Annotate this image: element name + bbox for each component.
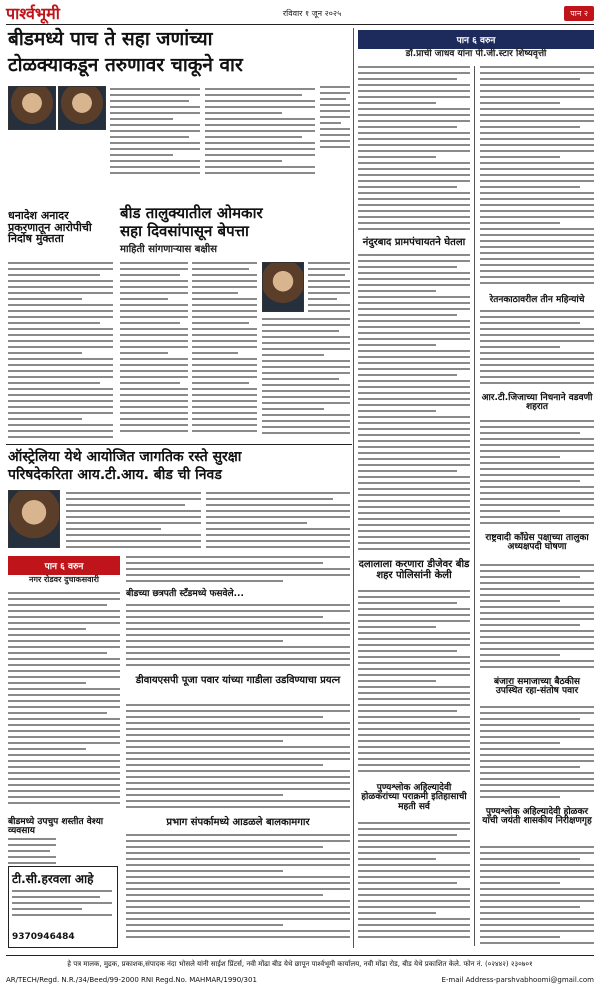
far-right-text-1 <box>480 310 594 390</box>
far-right-headline-5: पुण्यश्लोक अहिल्यादेवी होळकर यांची जयंती शासकीय निरीक्षणगृह <box>482 807 592 827</box>
punyashlok-mid-text <box>358 822 470 948</box>
school-text <box>126 604 350 672</box>
missing-text-col-2 <box>192 262 257 438</box>
main-story-text-col-2 <box>205 88 315 188</box>
missing-headline-1: बीड तालुक्यातील ओमकार <box>120 204 263 222</box>
child-labour-headline: प्रभाग संपर्कामध्ये आडळले बालकामगार <box>166 817 310 828</box>
jump-left-title: नगर रोडवर दुचाकसवारी <box>29 575 99 584</box>
school-headline: बीडच्या छत्रपती स्टॅंडमध्ये फसवेले... <box>126 589 244 599</box>
newspaper-name: पार्श्वभूमी <box>6 4 60 23</box>
child-labour-text <box>126 834 350 944</box>
right-column-divider <box>474 66 475 946</box>
far-right-headline-1: रेतनकाठावरील तीन महिन्यांचे <box>489 295 585 305</box>
main-story-text-col-1 <box>110 88 200 188</box>
victim-photo <box>8 86 56 130</box>
lost-tc-ad-phone: 9370946484 <box>12 932 75 942</box>
cheque-story-text <box>8 262 113 442</box>
far-right-text-3 <box>480 564 594 674</box>
pilgrim-headline: नंदुरबाद प्रामपंचायतने घेतला <box>362 237 466 248</box>
lost-tc-ad-title: टी.सी.हरवला आहे <box>12 872 94 886</box>
jump-left-text <box>8 592 120 812</box>
scholarship-text-col-2 <box>480 66 594 292</box>
bottom-left-headline: बीडमध्ये उपचुप शस्तीत वेश्या व्यवसाय <box>8 817 104 837</box>
cheque-story-headline: धनादेश अनादर प्रकरणातून आरोपीची निर्दोष मुक्तता <box>8 209 92 246</box>
dysp-text <box>126 704 350 814</box>
imprint-footer <box>6 955 594 995</box>
australia-text-col-1 <box>66 492 201 552</box>
email-address: E-mail Address-parshvabhoomi@gmail.com <box>441 976 594 984</box>
imprint-line: हे पत्र मालक, मुद्रक, प्रकाशक,संपादक नंदा भोसले यांनी साईश प्रिंटर्स, नवी मोंढा बीड येथे छापून पार्श्वभूमी कार्यालय, नवी मोंढा रोड, बीड येथे प्रकाशित केले. फोन नं. (०२४४२) २३०७०१ <box>67 960 533 968</box>
punyashlok-mid-headline: पुण्यश्लोक अहिल्यादेवी होळकरांच्या पराक्रमी इतिहासाची महती सर्व <box>361 783 467 812</box>
far-right-text-4 <box>480 706 594 806</box>
far-right-text-2 <box>480 420 594 530</box>
dysp-headline: डीवायएसपी पूजा पवार यांच्या गाडीला उडविण्याचा प्रयत्न <box>135 675 341 686</box>
page-number: पान २ <box>564 6 594 21</box>
accused-photo <box>58 86 106 130</box>
issue-date: रविवार १ जून २०२५ <box>282 8 342 18</box>
missing-text-col-1 <box>120 262 188 438</box>
australia-headline-2: परिषदेकरिता आय.टी.आय. बीड ची निवड <box>8 467 222 483</box>
jump-banner-left: पान ६ वरुन <box>8 556 120 575</box>
missing-boy-photo <box>262 262 304 312</box>
main-story-text-col-3 <box>320 86 350 186</box>
header-rule <box>6 24 594 25</box>
far-right-text-5 <box>480 846 594 948</box>
missing-subheadline: माहिती सांगणाऱ्यास बक्षीस <box>120 244 217 255</box>
missing-text-col-4 <box>308 262 350 316</box>
far-right-headline-2: आर.टी.जिजाच्या निधनाने वडवणी शहरात <box>481 393 593 413</box>
scholarship-text-col-1 <box>358 66 470 236</box>
jump-banner-right: पान ६ वरुन <box>358 30 594 49</box>
missing-headline-2: सहा दिवसांपासून बेपत्ता <box>120 222 249 240</box>
lost-tc-ad-text <box>12 890 112 926</box>
registration-numbers: AR/TECH/Regd. N.R./34/Beed/99-2000 RNI Regd.No. MAHMAR/1990/301 <box>6 976 257 984</box>
australia-headline-1: ऑस्ट्रेलिया येथे आयोजित जागतिक रस्ते सुरक्षा <box>8 449 242 465</box>
dj-headline: दलालाला करणारा डीजेवर बीड शहर पोलिसांनी केली <box>358 559 470 581</box>
dj-text <box>358 590 470 780</box>
student-photo <box>8 490 60 548</box>
main-headline-2: टोळक्याकडून तरुणावर चाकूने वार <box>8 54 243 76</box>
far-right-headline-4: बंजारा समाजाच्या बैठकीस उपस्थित रहा-संतोष पवार <box>493 677 581 697</box>
far-right-headline-3: राष्ट्रवादी काँग्रेस पक्षाच्या तालुका अध्यक्षपदी घोषणा <box>485 533 589 553</box>
missing-text-col-3 <box>262 318 350 438</box>
australia-text-cont <box>126 556 350 586</box>
column-divider <box>353 28 354 948</box>
main-headline-1: बीडमध्ये पाच ते सहा जणांच्या <box>8 28 213 50</box>
section-rule <box>6 444 352 445</box>
australia-text-col-2 <box>206 492 350 552</box>
jump-right-title: डॉ.प्राची जाधव यांना पी.जी.स्टार शिष्यवृत्ती <box>405 49 547 59</box>
pilgrim-text <box>358 254 470 554</box>
imprint-line-2 <box>6 976 594 984</box>
masthead <box>6 4 594 22</box>
